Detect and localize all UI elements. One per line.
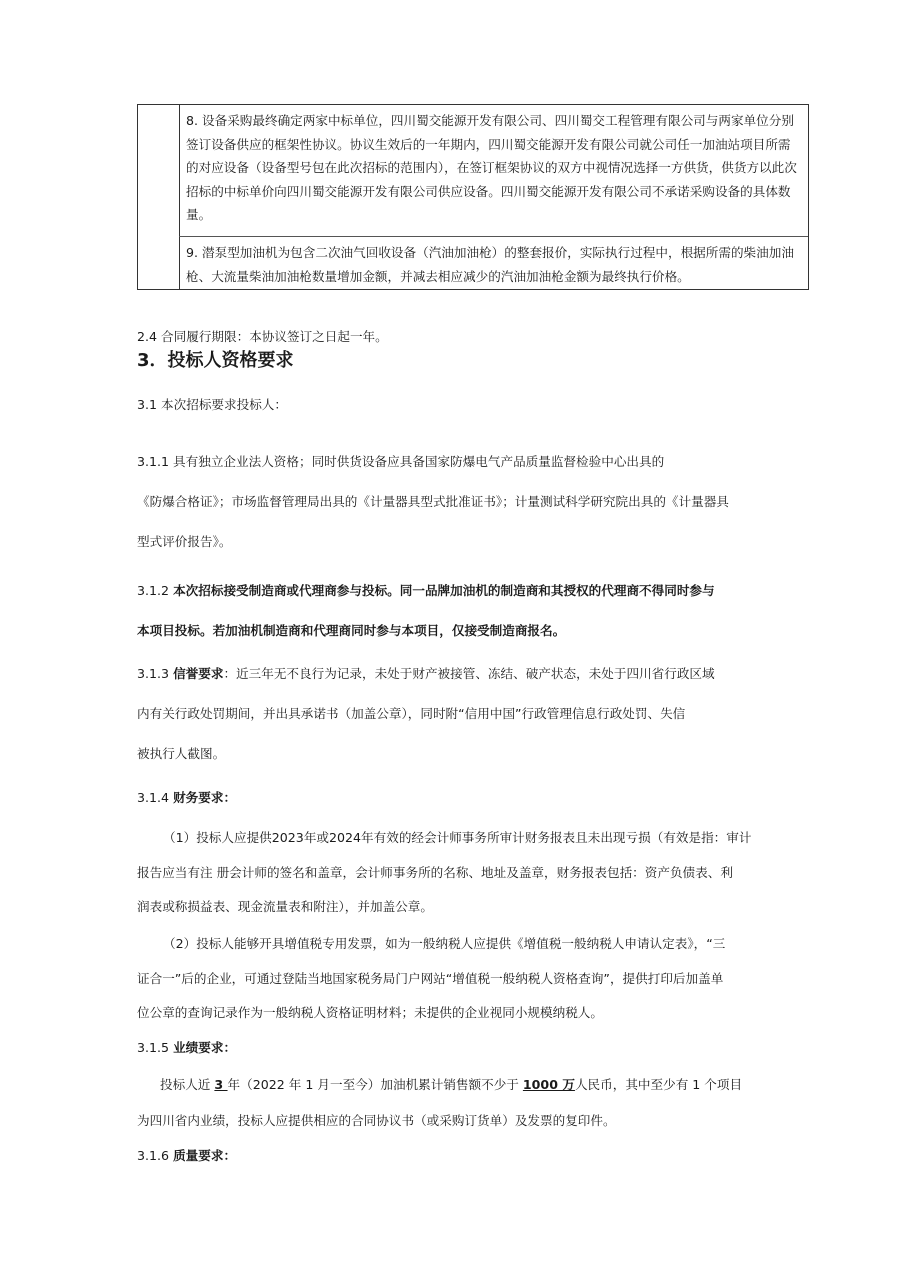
section-3-1-6-number: 3.1.6	[137, 1148, 174, 1163]
performance-years: 3	[214, 1077, 228, 1092]
terms-table	[137, 104, 809, 290]
section-3-1-3-text: ：近三年无不良行为记录，未处于财产被接管、冻结、破产状态，未处于四川省行政区域	[223, 666, 715, 681]
table-item-8: 8. 设备采购最终确定两家中标单位，四川蜀交能源开发有限公司、四川蜀交工程管理有限公司与两家单位分别签订设备供应的框架性协议。协议生效后的一年期内，四川蜀交能源开发有限公司就公司任一加油站项目所需的对应设备（设备型号包在此次招标的范围内），在签订框架协议的双方中视情况选择一方供货，供货方以此次招标的中标单价向四川蜀交能源开发有限公司供应设备。四川蜀交能源开发有限公司不承诺采购设备的具体数量。	[186, 113, 797, 222]
section-3-1-4-heading	[137, 787, 236, 806]
table-row-divider	[179, 236, 808, 237]
section-3-1-2-line1	[137, 580, 715, 599]
section-3-1-3-label: 信誉要求	[173, 666, 224, 681]
section-3-1: 3.1 本次招标要求投标人：	[137, 397, 287, 412]
performance-text-b: 年（2022 年 1 月一至今）加油机累计销售额不少于	[227, 1077, 523, 1092]
section-3-1-2-line2: 本项目投标。若加油机制造商和代理商同时参与本项目，仅接受制造商报名。	[137, 623, 566, 638]
section-3-1-3-line2: 内有关行政处罚期间，并出具承诺书（加盖公章），同时附“信用中国”行政管理信息行政处罚、失信	[137, 706, 686, 721]
performance-req-line2: 为四川省内业绩，投标人应提供相应的合同协议书（或采购订货单）及发票的复印件。	[137, 1113, 616, 1128]
table-left-column	[138, 105, 180, 289]
section-3-1-6-label: 质量要求：	[173, 1148, 237, 1163]
table-item-9: 9. 潜泵型加油机为包含二次油气回收设备（汽油加油枪）的整套报价，实际执行过程中，根据所需的柴油加油枪、大流量柴油加油枪数量增加金额，并减去相应减少的汽油加油枪金额为最终执行价格。	[186, 245, 794, 284]
financial-req-1-line3: 润表或称损益表、现金流量表和附注），并加盖公章。	[137, 899, 433, 914]
section-3-1-5-heading	[137, 1037, 236, 1056]
performance-text-c: 人民币，其中至少有 1 个项目	[574, 1077, 743, 1092]
financial-req-1-line1: （1）投标人应提供2023年或2024年有效的经会计师事务所审计财务报表且未出现亏损（有效是指：审计	[163, 830, 752, 845]
section-3-1-3-line3: 被执行人截图。	[137, 746, 226, 761]
financial-req-2-line2: 证合一”后的企业，可通过登陆当地国家税务局门户网站“增值税一般纳税人资格查询”，提供打印后加盖单	[137, 971, 724, 986]
performance-text-a: 投标人近	[160, 1077, 215, 1092]
performance-amount: 1000 万	[522, 1077, 575, 1092]
section-3-1-5-number: 3.1.5	[137, 1040, 174, 1055]
financial-req-2-line3: 位公章的查询记录作为一般纳税人资格证明材料；未提供的企业视同小规模纳税人。	[137, 1005, 603, 1020]
financial-req-2-line1: （2）投标人能够开具增值税专用发票，如为一般纳税人应提供《增值税一般纳税人申请认定表》，“三	[163, 936, 726, 951]
section-3-1-2-number: 3.1.2	[137, 583, 174, 598]
section-3-1-3-number: 3.1.3	[137, 666, 174, 681]
section-3-1-2-text: 本次招标接受制造商或代理商参与投标。同一品牌加油机的制造商和其授权的代理商不得同时参与	[173, 583, 715, 598]
section-3-1-3-line1	[137, 663, 715, 682]
section-3-1-1-line3: 型式评价报告》。	[137, 534, 232, 549]
performance-req-line1	[160, 1074, 742, 1093]
section-3-1-4-number: 3.1.4	[137, 790, 174, 805]
section-2-4: 2.4 合同履行期限：本协议签订之日起一年。	[137, 329, 388, 344]
financial-req-1-line2: 报告应当有注 册会计师的签名和盖章，会计师事务所的名称、地址及盖章，财务报表包括：资产负债表、利	[137, 865, 733, 880]
section-3-1-1-line2: 《防爆合格证》；市场监督管理局出具的《计量器具型式批准证书》；计量测试科学研究院出具的《计量器具	[137, 494, 729, 509]
section-3-heading: 3．投标人资格要求	[137, 350, 294, 371]
section-3-1-5-label: 业绩要求：	[173, 1040, 237, 1055]
section-3-1-1-line1: 3.1.1 具有独立企业法人资格；同时供货设备应具备国家防爆电气产品质量监督检验中心出具的	[137, 454, 665, 469]
section-3-1-6-heading	[137, 1145, 236, 1164]
section-3-1-4-label: 财务要求：	[173, 790, 237, 805]
